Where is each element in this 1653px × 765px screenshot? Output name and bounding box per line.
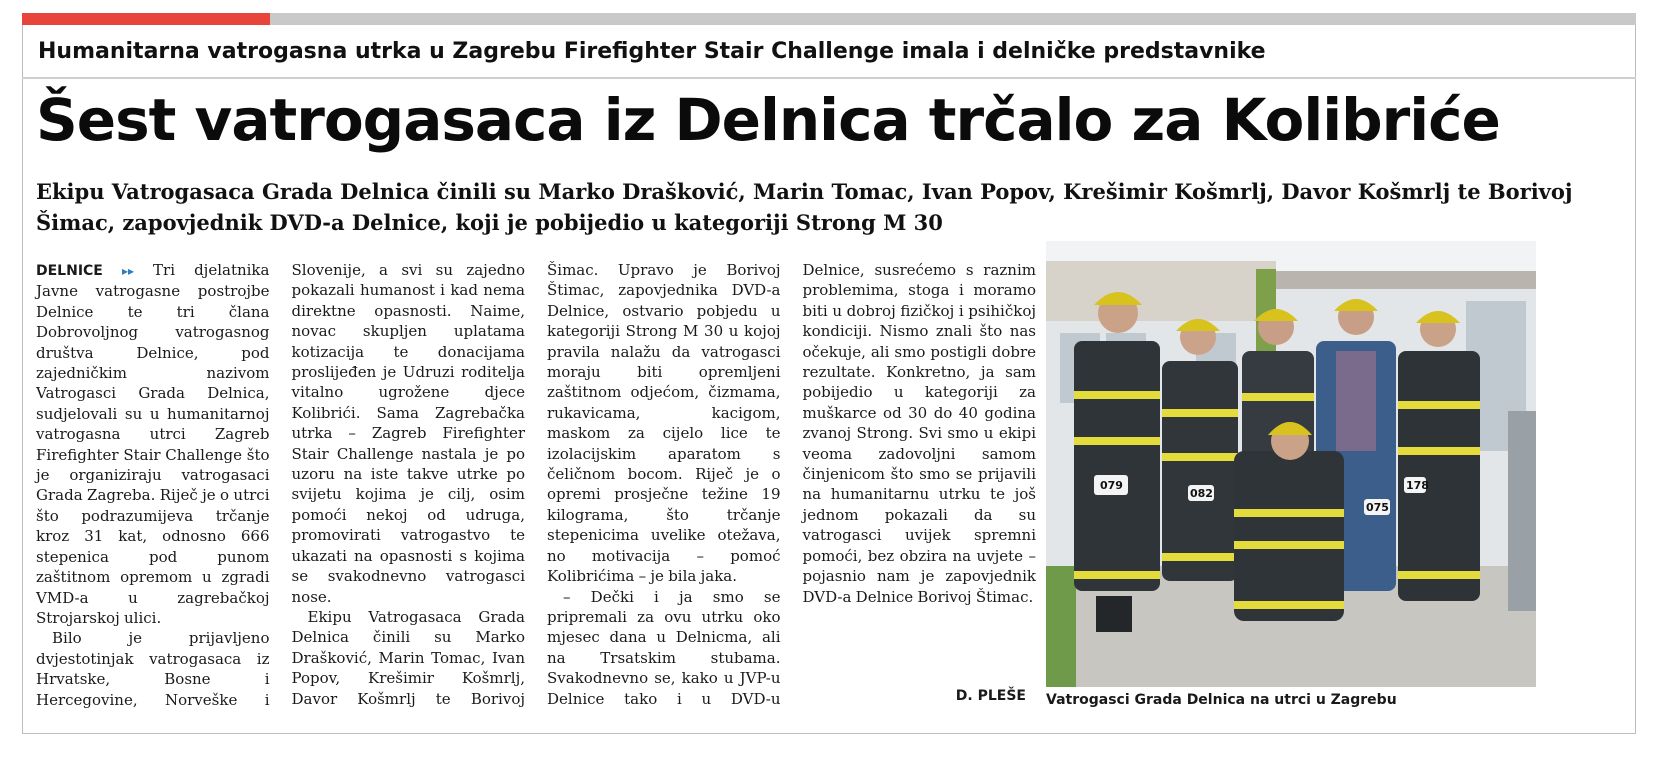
firefighter-1 (1074, 292, 1160, 632)
firefighter-5 (1398, 311, 1480, 601)
body-paragraph: – Dečki i ja smo se pripremali za ovu utrku oko mjesec dana u Delnicma, ali na Trsatskim stubama. Svakodnevno se, kako u JVP-u Delnice tako i u DVD-u Delnice, susrećemo s raznim problemima, stoga i moramo biti u dobroj fizičkoj i psihičkoj kondiciji. Nismo znali što nas očekuje, ali smo postigli dobre rezultate. Konkretno, ja sam pobijedio u kategoriji za muškarce od 30 do 40 godina zvanoj Strong. Svi smo u ekipi veoma zadovoljni samom činjenicom što smo se prijavili na humanitarnu utrku te još jednom pokazali da su vatrogasci uvijek spremni pomoći, bez obzira na uvjete – pojasnio nam je zapovjednik DVD-a Delnice Borivoj Štimac. (547, 261, 1036, 708)
article-body (36, 260, 1036, 720)
grass-strip (1046, 566, 1076, 687)
author-byline: D. PLEŠE (955, 688, 1026, 704)
badge-082: 082 (1190, 487, 1213, 500)
kicker-row (22, 25, 1636, 79)
dateline-arrow-icon: ▸▸ (121, 264, 134, 278)
dateline: DELNICE (36, 263, 103, 279)
bin (1508, 411, 1536, 611)
deck: Ekipu Vatrogasaca Grada Delnica činili su Marko Drašković, Marin Tomac, Ivan Popov, Krešimir Košmrlj, Davor Košmrlj te Borivoj Šimac, zapovjednik DVD-a Delnice, koji je pobijedio u kategoriji Strong M 30 (36, 179, 1573, 235)
photo-caption: Vatrogasci Grada Delnica na utrci u Zagrebu (1046, 692, 1397, 708)
badge-075: 075 (1366, 501, 1389, 514)
awning (1276, 271, 1536, 289)
headline: Šest vatrogasaca iz Delnica trčalo za Kolibriće (36, 86, 1500, 154)
badge-079: 079 (1100, 479, 1123, 492)
kicker: Humanitarna vatrogasna utrka u Zagrebu Firefighter Stair Challenge imala i delničke predstavnike (38, 39, 1266, 64)
building-facade (1046, 261, 1276, 321)
firefighter-6-crouching (1234, 422, 1344, 621)
article-photo (1046, 241, 1536, 687)
top-color-bar (22, 13, 1636, 25)
body-paragraph: Ekipu Vatrogasaca Grada Delnica činili su Marko Drašković, Marin Tomac, Ivan Popov, Krešimir Košmrlj, Davor Košmrlj te Borivoj Šimac. Upravo je Borivoj Štimac, zapovjednika DVD-a Delnice, ostvario pobjedu u kategoriji Strong M 30 u kojoj pravila nalažu da vatrogasci moraju biti opremljeni zaštitnom odjećom, čizmama, rukavicama, kacigom, maskom za cijelo lice te izolacijskim aparatom s čeličnom bocom. Riječ je o opremi prosječne težine 19 kilograma, što trčanje stepenicima uvelike otežava, no motivacija – pomoć Kolibrićima – je bila jaka. (291, 261, 781, 708)
paragraph-text: Tri djelatnika Javne vatrogasne postrojbe Delnice te tri člana Dobrovoljnog vatrogasnog društva Delnice, pod zajedničkim nazivom Vatrogasci Grada Delnica, sudjelovali su u humanitarnoj vatrogasna utrci Zagreb Firefighter Stair Challenge što je organiziraju vatrogasaci Grada Zagreba. Riječ je o utrci što podrazumijeva trčanje kroz 31 kat, odnosno 666 stepenica pod punom zaštitnom opremom u zgradi VMD-a u zagrebačkoj Strojarskoj ulici. (36, 261, 270, 627)
body-paragraph: Bilo je prijavljeno dvjestotinjak vatrogasaca iz Hrvatske, Bosne i Hercegovine, Norveške i Slovenije, a svi su zajedno pokazali humanost i kad nema direktne opasnosti. Naime, novac skupljen uplatama kotizacija te donacijama proslijeđen je Udruzi roditelja vitalno ugrožene djece Kolibrići. Sama Zagrebačka utrka – Zagreb Firefighter Stair Challenge nastala je po uzoru na iste takve utrke po svijetu kojima je cilj, osim pomoći nekoj od udruga, promovirati vatrogastvo te ukazati na opasnosti s kojima se svakodnevno vatrogasci nose. (36, 261, 525, 709)
top-accent-bar (22, 13, 270, 25)
body-paragraph (36, 260, 270, 628)
badge-178: 178 (1406, 479, 1429, 492)
firefighters-team-photo (1046, 241, 1536, 687)
